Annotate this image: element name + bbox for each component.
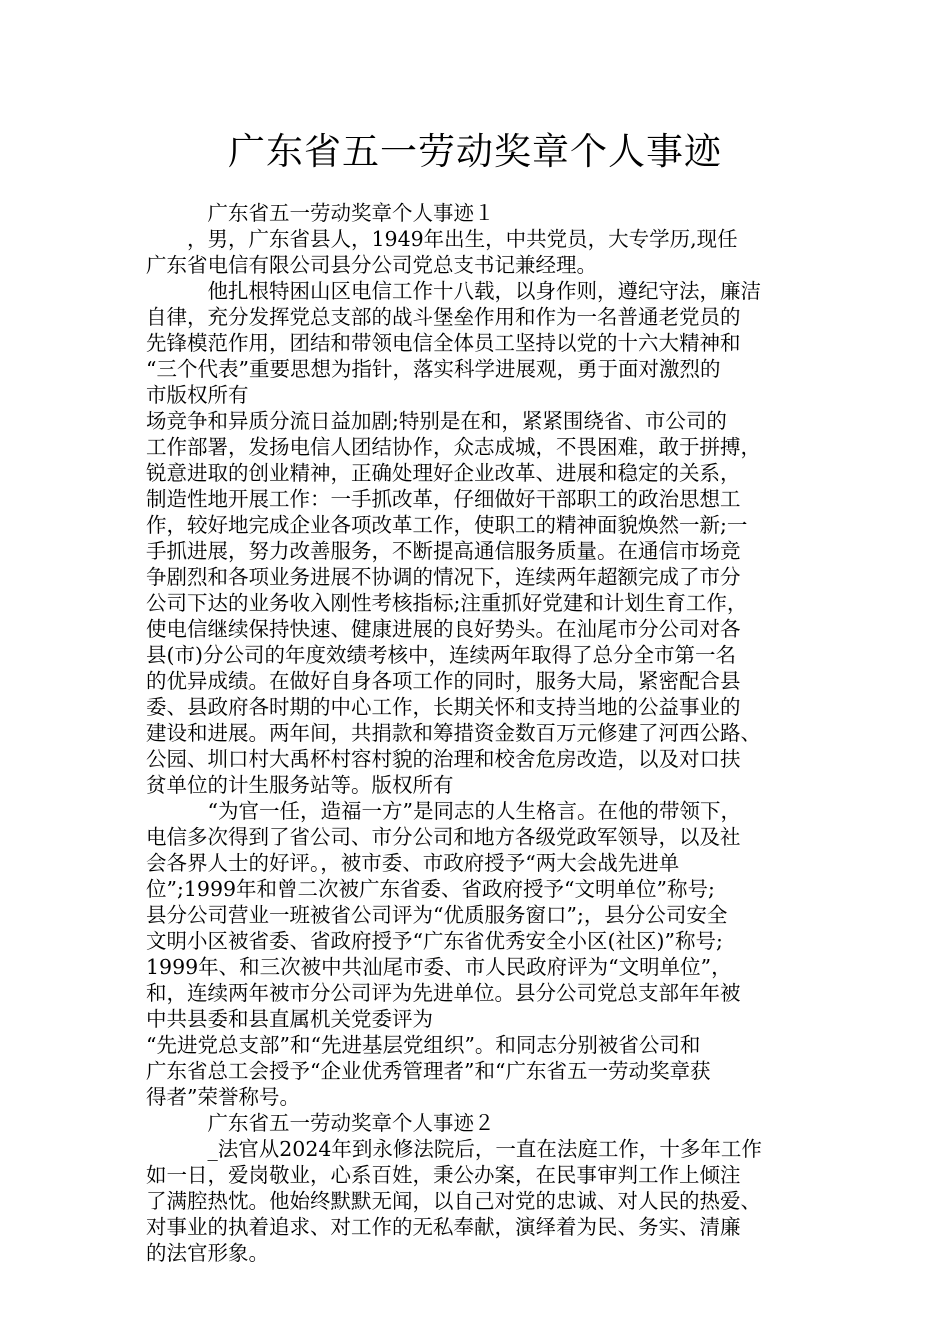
text-line: 建设和进展。两年间，共捐款和筹措资金数百万元修建了河西公路、 [146,721,761,745]
text-line: 得者”荣誉称号。 [146,1085,300,1109]
text-line: 1999年、和三次被中共汕尾市委、市人民政府评为“文明单位”， [146,955,732,979]
text-line: 如一日，爱岗敬业，心系百姓，秉公办案，在民事审判工作上倾注 [146,1163,741,1187]
text-line: 县分公司营业一班被省公司评为“优质服务窗口”;，县分公司安全 [146,903,728,927]
text-line: 位”;1999年和曾二次被广东省委、省政府授予“文明单位”称号; [146,877,715,901]
text-line: 自律，充分发挥党总支部的战斗堡垒作用和作为一名普通老党员的 [146,305,741,329]
text-line: 他扎根特困山区电信工作十八载，以身作则，遵纪守法，廉洁 [146,279,761,303]
text-line: 广东省总工会授予“企业优秀管理者”和“广东省五一劳动奖章获 [146,1059,711,1083]
document-title: 广东省五一劳动奖章个人事迹 [228,130,722,173]
text-line: 对事业的执着追求、对工作的无私奉献，演绎着为民、务实、清廉 [146,1215,741,1239]
text-line: 中共县委和县直属机关党委评为 [146,1007,433,1031]
text-line: 争剧烈和各项业务进展不协调的情况下，连续两年超额完成了市分 [146,565,741,589]
text-line: 会各界人士的好评。，被市委、市政府授予“两大会战先进单 [146,851,680,875]
text-line: 作，较好地完成企业各项改革工作，使职工的精神面貌焕然一新;一 [146,513,748,537]
text-line: 公司下达的业务收入刚性考核指标;注重抓好党建和计划生育工作， [146,591,748,615]
text-line: 工作部署，发扬电信人团结协作，众志成城，不畏困难，敢于拼搏， [146,435,761,459]
text-line: 先锋模范作用，团结和带领电信全体员工坚持以党的十六大精神和 [146,331,741,355]
text-line: 手抓进展，努力改善服务，不断提高通信服务质量。在通信市场竞 [146,539,741,563]
text-line: 市版权所有 [146,383,249,407]
text-line: 的优异成绩。在做好自身各项工作的同时，服务大局，紧密配合县 [146,669,741,693]
text-line: 委、县政府各时期的中心工作，长期关怀和支持当地的公益事业的 [146,695,741,719]
text-line: _法官从2024年到永修法院后，一直在法庭工作，十多年工作 [146,1137,762,1161]
text-line: 和，连续两年被市分公司评为先进单位。县分公司党总支部年年被 [146,981,741,1005]
text-line: 广东省五一劳动奖章个人事迹１ [146,201,495,225]
text-line: 制造性地开展工作：一手抓改革，仔细做好干部职工的政治思想工 [146,487,741,511]
text-line: “三个代表”重要思想为指针，落实科学进展观，勇于面对激烈的 [146,357,721,381]
text-line: 广东省电信有限公司县分公司党总支书记兼经理。 [146,253,597,277]
text-line: 锐意进取的创业精神，正确处理好企业改革、进展和稳定的关系， [146,461,741,485]
text-line: “先进党总支部”和“先进基层党组织”。和同志分别被省公司和 [146,1033,701,1057]
text-line: 电信多次得到了省公司、市分公司和地方各级党政军领导，以及社 [146,825,741,849]
text-line: “为官一任，造福一方”是同志的人生格言。在他的带领下， [146,799,741,823]
text-line: ，男，广东省县人，1949年出生，中共党员，大专学历,现任 [146,227,738,251]
text-line: 场竞争和异质分流日益加剧;特别是在和，紧紧围绕省、市公司的 [146,409,727,433]
text-line: 县(市)分公司的年度效绩考核中，连续两年取得了总分全市第一名 [146,643,736,667]
text-line: 广东省五一劳动奖章个人事迹２ [146,1111,495,1135]
text-line: 使电信继续保持快速、健康进展的良好势头。在汕尾市分公司对各 [146,617,741,641]
text-line: 文明小区被省委、省政府授予“广东省优秀安全小区(社区)”称号; [146,929,723,953]
text-line: 贫单位的计生服务站等。版权所有 [146,773,454,797]
text-line: 了满腔热忱。他始终默默无闻，以自己对党的忠诚、对人民的热爱、 [146,1189,761,1213]
text-line: 公园、圳口村大禹杯村容村貌的治理和校舍危房改造，以及对口扶 [146,747,741,771]
document-body [146,200,826,1266]
text-line: 的法官形象。 [146,1241,269,1265]
